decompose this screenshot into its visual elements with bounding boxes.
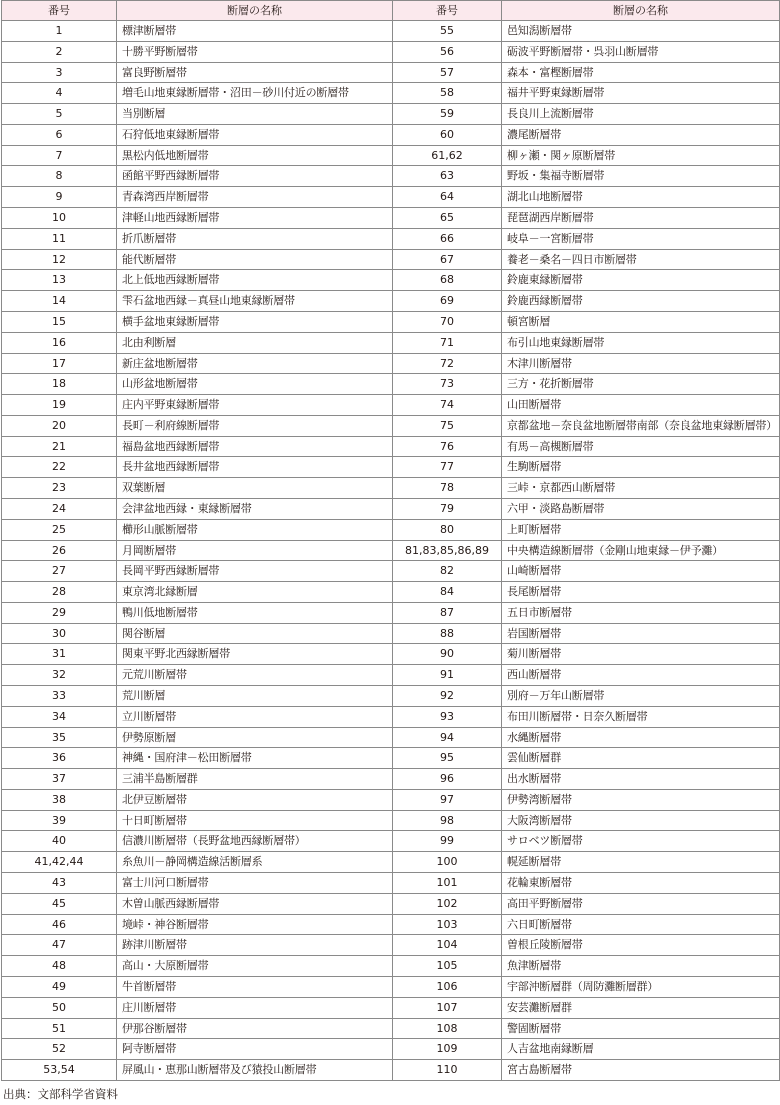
fault-name-left: 福島盆地西縁断層帯 (117, 436, 393, 457)
fault-number-right: 55 (393, 21, 502, 42)
fault-number-left: 24 (2, 498, 117, 519)
table-row (2, 519, 780, 540)
table-row (2, 1039, 780, 1060)
fault-number-right: 101 (393, 873, 502, 894)
fault-table (1, 0, 780, 1081)
fault-name-right: 布田川断層帯・日奈久断層帯 (502, 706, 780, 727)
table-row (2, 270, 780, 291)
fault-number-right: 110 (393, 1060, 502, 1081)
table-row (2, 935, 780, 956)
fault-number-right: 92 (393, 686, 502, 707)
fault-name-left: 折爪断層帯 (117, 228, 393, 249)
fault-number-left: 48 (2, 956, 117, 977)
table-row (2, 311, 780, 332)
table-row (2, 41, 780, 62)
fault-name-left: 糸魚川－静岡構造線活断層系 (117, 852, 393, 873)
fault-name-right: 森本・富樫断層帯 (502, 62, 780, 83)
fault-name-right: 上町断層帯 (502, 519, 780, 540)
fault-number-right: 69 (393, 291, 502, 312)
fault-number-left: 13 (2, 270, 117, 291)
fault-number-left: 11 (2, 228, 117, 249)
table-row (2, 187, 780, 208)
table-row (2, 415, 780, 436)
fault-name-left: 会津盆地西縁・東縁断層帯 (117, 498, 393, 519)
fault-name-left: 標津断層帯 (117, 21, 393, 42)
fault-number-right: 104 (393, 935, 502, 956)
fault-name-left: 信濃川断層帯（長野盆地西縁断層帯） (117, 831, 393, 852)
table-row (2, 62, 780, 83)
source-note: 出典：文部科学省資料 (3, 1087, 118, 1101)
fault-name-right: 六甲・淡路島断層帯 (502, 498, 780, 519)
fault-name-left: 富良野断層帯 (117, 62, 393, 83)
table-row (2, 166, 780, 187)
fault-number-left: 28 (2, 582, 117, 603)
fault-name-left: 山形盆地断層帯 (117, 374, 393, 395)
fault-number-right: 56 (393, 41, 502, 62)
fault-number-right: 64 (393, 187, 502, 208)
fault-name-right: 高田平野断層帯 (502, 893, 780, 914)
table-row (2, 395, 780, 416)
fault-name-right: 琵琶湖西岸断層帯 (502, 208, 780, 229)
fault-name-left: 伊那谷断層帯 (117, 1018, 393, 1039)
fault-number-left: 2 (2, 41, 117, 62)
fault-name-right: 邑知潟断層帯 (502, 21, 780, 42)
fault-name-right: 警固断層帯 (502, 1018, 780, 1039)
fault-number-right: 61,62 (393, 145, 502, 166)
fault-number-left: 5 (2, 104, 117, 125)
table-row (2, 686, 780, 707)
fault-number-right: 68 (393, 270, 502, 291)
fault-name-left: 黒松内低地断層帯 (117, 145, 393, 166)
table-row (2, 83, 780, 104)
fault-number-left: 51 (2, 1018, 117, 1039)
fault-number-right: 67 (393, 249, 502, 270)
fault-name-left: 当別断層 (117, 104, 393, 125)
fault-name-left: 長岡平野西縁断層帯 (117, 561, 393, 582)
fault-name-right: 宇部沖断層群（周防灘断層群） (502, 976, 780, 997)
fault-name-right: 宮古島断層帯 (502, 1060, 780, 1081)
table-row (2, 893, 780, 914)
table-row (2, 956, 780, 977)
fault-name-left: 阿寺断層帯 (117, 1039, 393, 1060)
table-row (2, 291, 780, 312)
fault-name-left: 北伊豆断層帯 (117, 789, 393, 810)
fault-number-right: 88 (393, 623, 502, 644)
fault-name-right: 京都盆地－奈良盆地断層帯南部（奈良盆地東縁断層帯） (502, 415, 780, 436)
fault-name-left: 屏風山・恵那山断層帯及び猿投山断層帯 (117, 1060, 393, 1081)
fault-number-left: 22 (2, 457, 117, 478)
table-row (2, 1018, 780, 1039)
fault-name-right: 養老－桑名－四日市断層帯 (502, 249, 780, 270)
fault-name-left: 神縄・国府津－松田断層帯 (117, 748, 393, 769)
fault-name-right: 水縄断層帯 (502, 727, 780, 748)
header-number-right: 番号 (393, 1, 502, 21)
table-row (2, 769, 780, 790)
table-row (2, 976, 780, 997)
table-row (2, 602, 780, 623)
fault-number-left: 45 (2, 893, 117, 914)
table-row (2, 810, 780, 831)
fault-name-right: 濃尾断層帯 (502, 124, 780, 145)
table-row (2, 498, 780, 519)
table-row (2, 748, 780, 769)
fault-name-left: 櫛形山脈断層帯 (117, 519, 393, 540)
fault-number-left: 17 (2, 353, 117, 374)
fault-name-right: 柳ヶ瀬・関ヶ原断層帯 (502, 145, 780, 166)
table-row (2, 914, 780, 935)
fault-name-right: 山田断層帯 (502, 395, 780, 416)
fault-name-right: 長良川上流断層帯 (502, 104, 780, 125)
fault-number-left: 26 (2, 540, 117, 561)
table-body (2, 21, 780, 1081)
fault-name-left: 木曽山脈西縁断層帯 (117, 893, 393, 914)
table-row (2, 124, 780, 145)
fault-number-right: 57 (393, 62, 502, 83)
fault-number-right: 98 (393, 810, 502, 831)
fault-name-right: 五日市断層帯 (502, 602, 780, 623)
fault-name-right: 生駒断層帯 (502, 457, 780, 478)
fault-number-left: 23 (2, 478, 117, 499)
fault-number-right: 103 (393, 914, 502, 935)
fault-name-left: 北上低地西縁断層帯 (117, 270, 393, 291)
table-row (2, 644, 780, 665)
fault-number-right: 91 (393, 665, 502, 686)
fault-name-left: 津軽山地西縁断層帯 (117, 208, 393, 229)
fault-name-left: 石狩低地東縁断層帯 (117, 124, 393, 145)
fault-number-right: 80 (393, 519, 502, 540)
fault-number-left: 37 (2, 769, 117, 790)
fault-number-right: 71 (393, 332, 502, 353)
fault-name-right: 岩国断層帯 (502, 623, 780, 644)
fault-number-right: 73 (393, 374, 502, 395)
fault-name-left: 元荒川断層帯 (117, 665, 393, 686)
fault-name-left: 函館平野西縁断層帯 (117, 166, 393, 187)
fault-number-left: 16 (2, 332, 117, 353)
fault-name-left: 新庄盆地断層帯 (117, 353, 393, 374)
fault-name-left: 月岡断層帯 (117, 540, 393, 561)
fault-number-left: 10 (2, 208, 117, 229)
fault-number-left: 49 (2, 976, 117, 997)
table-row (2, 623, 780, 644)
fault-number-left: 21 (2, 436, 117, 457)
fault-number-left: 19 (2, 395, 117, 416)
table-row (2, 208, 780, 229)
fault-name-left: 横手盆地東縁断層帯 (117, 311, 393, 332)
fault-name-right: 三方・花折断層帯 (502, 374, 780, 395)
fault-number-left: 29 (2, 602, 117, 623)
fault-number-left: 38 (2, 789, 117, 810)
fault-name-right: 三峠・京都西山断層帯 (502, 478, 780, 499)
fault-number-right: 84 (393, 582, 502, 603)
fault-number-left: 47 (2, 935, 117, 956)
fault-name-right: 伊勢湾断層帯 (502, 789, 780, 810)
fault-name-right: 長尾断層帯 (502, 582, 780, 603)
header-number-left: 番号 (2, 1, 117, 21)
fault-number-right: 106 (393, 976, 502, 997)
fault-name-right: 湖北山地断層帯 (502, 187, 780, 208)
table-row (2, 706, 780, 727)
table-row (2, 561, 780, 582)
fault-number-right: 74 (393, 395, 502, 416)
fault-number-left: 31 (2, 644, 117, 665)
table-row (2, 249, 780, 270)
fault-number-right: 76 (393, 436, 502, 457)
fault-name-right: 野坂・集福寺断層帯 (502, 166, 780, 187)
fault-name-left: 富士川河口断層帯 (117, 873, 393, 894)
fault-number-left: 4 (2, 83, 117, 104)
fault-name-left: 雫石盆地西縁－真昼山地東縁断層帯 (117, 291, 393, 312)
table-row (2, 665, 780, 686)
fault-name-right: サロベツ断層帯 (502, 831, 780, 852)
fault-name-left: 跡津川断層帯 (117, 935, 393, 956)
fault-name-right: 大阪湾断層帯 (502, 810, 780, 831)
fault-number-right: 94 (393, 727, 502, 748)
table-row (2, 582, 780, 603)
fault-number-right: 65 (393, 208, 502, 229)
header-name-right: 断層の名称 (502, 1, 780, 21)
fault-name-left: 三浦半島断層群 (117, 769, 393, 790)
table-row (2, 353, 780, 374)
fault-number-right: 78 (393, 478, 502, 499)
fault-name-left: 十日町断層帯 (117, 810, 393, 831)
fault-name-left: 北由利断層 (117, 332, 393, 353)
fault-number-left: 12 (2, 249, 117, 270)
fault-name-left: 双葉断層 (117, 478, 393, 499)
fault-name-right: 六日町断層帯 (502, 914, 780, 935)
fault-number-left: 18 (2, 374, 117, 395)
fault-name-left: 牛首断層帯 (117, 976, 393, 997)
table-row (2, 145, 780, 166)
table-row (2, 1060, 780, 1081)
table-row (2, 21, 780, 42)
table-row (2, 997, 780, 1018)
fault-number-left: 36 (2, 748, 117, 769)
fault-number-right: 108 (393, 1018, 502, 1039)
fault-number-right: 102 (393, 893, 502, 914)
table-row (2, 478, 780, 499)
table-row (2, 540, 780, 561)
fault-name-left: 庄川断層帯 (117, 997, 393, 1018)
fault-name-left: 増毛山地東縁断層帯・沼田－砂川付近の断層帯 (117, 83, 393, 104)
fault-number-left: 30 (2, 623, 117, 644)
fault-number-left: 6 (2, 124, 117, 145)
fault-name-left: 伊勢原断層 (117, 727, 393, 748)
fault-number-left: 43 (2, 873, 117, 894)
table-row (2, 457, 780, 478)
fault-number-right: 72 (393, 353, 502, 374)
fault-name-left: 立川断層帯 (117, 706, 393, 727)
table-row (2, 104, 780, 125)
header-name-left: 断層の名称 (117, 1, 393, 21)
fault-number-right: 81,83,85,86,89 (393, 540, 502, 561)
fault-number-left: 1 (2, 21, 117, 42)
fault-number-left: 46 (2, 914, 117, 935)
fault-number-right: 100 (393, 852, 502, 873)
fault-name-left: 長町－利府線断層帯 (117, 415, 393, 436)
fault-name-right: 鈴鹿東縁断層帯 (502, 270, 780, 291)
fault-name-left: 十勝平野断層帯 (117, 41, 393, 62)
fault-number-left: 50 (2, 997, 117, 1018)
fault-name-left: 長井盆地西縁断層帯 (117, 457, 393, 478)
fault-number-left: 34 (2, 706, 117, 727)
fault-name-right: 布引山地東縁断層帯 (502, 332, 780, 353)
fault-number-right: 70 (393, 311, 502, 332)
fault-number-left: 39 (2, 810, 117, 831)
table-row (2, 852, 780, 873)
fault-name-right: 菊川断層帯 (502, 644, 780, 665)
fault-name-right: 安芸灘断層群 (502, 997, 780, 1018)
fault-name-left: 高山・大原断層帯 (117, 956, 393, 977)
fault-number-left: 52 (2, 1039, 117, 1060)
fault-number-left: 9 (2, 187, 117, 208)
fault-name-right: 岐阜－一宮断層帯 (502, 228, 780, 249)
fault-name-right: 人吉盆地南縁断層 (502, 1039, 780, 1060)
fault-number-right: 60 (393, 124, 502, 145)
fault-number-right: 87 (393, 602, 502, 623)
fault-number-right: 93 (393, 706, 502, 727)
fault-name-right: 花輪東断層帯 (502, 873, 780, 894)
fault-name-left: 荒川断層 (117, 686, 393, 707)
fault-name-right: 幌延断層帯 (502, 852, 780, 873)
fault-number-left: 35 (2, 727, 117, 748)
fault-number-left: 25 (2, 519, 117, 540)
fault-name-right: 頓宮断層 (502, 311, 780, 332)
fault-name-right: 曽根丘陵断層帯 (502, 935, 780, 956)
fault-number-left: 33 (2, 686, 117, 707)
fault-name-left: 関東平野北西縁断層帯 (117, 644, 393, 665)
fault-name-left: 関谷断層 (117, 623, 393, 644)
fault-number-left: 15 (2, 311, 117, 332)
fault-number-left: 20 (2, 415, 117, 436)
table-row (2, 332, 780, 353)
fault-number-right: 75 (393, 415, 502, 436)
fault-name-left: 境峠・神谷断層帯 (117, 914, 393, 935)
fault-number-right: 77 (393, 457, 502, 478)
fault-name-right: 雲仙断層群 (502, 748, 780, 769)
fault-number-left: 53,54 (2, 1060, 117, 1081)
table-row (2, 831, 780, 852)
fault-name-right: 西山断層帯 (502, 665, 780, 686)
fault-name-left: 庄内平野東縁断層帯 (117, 395, 393, 416)
table-header-row (2, 1, 780, 21)
fault-name-right: 出水断層帯 (502, 769, 780, 790)
fault-number-left: 27 (2, 561, 117, 582)
table-row (2, 374, 780, 395)
fault-number-right: 90 (393, 644, 502, 665)
fault-name-right: 中央構造線断層帯（金剛山地東縁－伊予灘） (502, 540, 780, 561)
fault-number-right: 63 (393, 166, 502, 187)
fault-name-right: 砺波平野断層帯・呉羽山断層帯 (502, 41, 780, 62)
fault-number-left: 14 (2, 291, 117, 312)
fault-number-left: 32 (2, 665, 117, 686)
fault-name-right: 鈴鹿西縁断層帯 (502, 291, 780, 312)
fault-number-left: 3 (2, 62, 117, 83)
fault-name-right: 福井平野東縁断層帯 (502, 83, 780, 104)
fault-name-left: 能代断層帯 (117, 249, 393, 270)
table-row (2, 789, 780, 810)
fault-name-left: 東京湾北縁断層 (117, 582, 393, 603)
fault-number-right: 96 (393, 769, 502, 790)
fault-number-left: 41,42,44 (2, 852, 117, 873)
fault-number-right: 95 (393, 748, 502, 769)
fault-number-right: 79 (393, 498, 502, 519)
fault-number-right: 82 (393, 561, 502, 582)
fault-name-right: 山崎断層帯 (502, 561, 780, 582)
fault-number-right: 107 (393, 997, 502, 1018)
fault-name-right: 別府－万年山断層帯 (502, 686, 780, 707)
fault-number-right: 59 (393, 104, 502, 125)
fault-name-right: 有馬－高槻断層帯 (502, 436, 780, 457)
table-row (2, 873, 780, 894)
fault-number-left: 7 (2, 145, 117, 166)
fault-name-right: 木津川断層帯 (502, 353, 780, 374)
fault-number-right: 109 (393, 1039, 502, 1060)
fault-number-right: 105 (393, 956, 502, 977)
fault-number-left: 40 (2, 831, 117, 852)
fault-number-left: 8 (2, 166, 117, 187)
fault-name-left: 鴨川低地断層帯 (117, 602, 393, 623)
fault-number-right: 66 (393, 228, 502, 249)
fault-number-right: 97 (393, 789, 502, 810)
fault-name-left: 青森湾西岸断層帯 (117, 187, 393, 208)
fault-number-right: 99 (393, 831, 502, 852)
fault-name-right: 魚津断層帯 (502, 956, 780, 977)
table-row (2, 228, 780, 249)
table-row (2, 436, 780, 457)
fault-number-right: 58 (393, 83, 502, 104)
table-row (2, 727, 780, 748)
